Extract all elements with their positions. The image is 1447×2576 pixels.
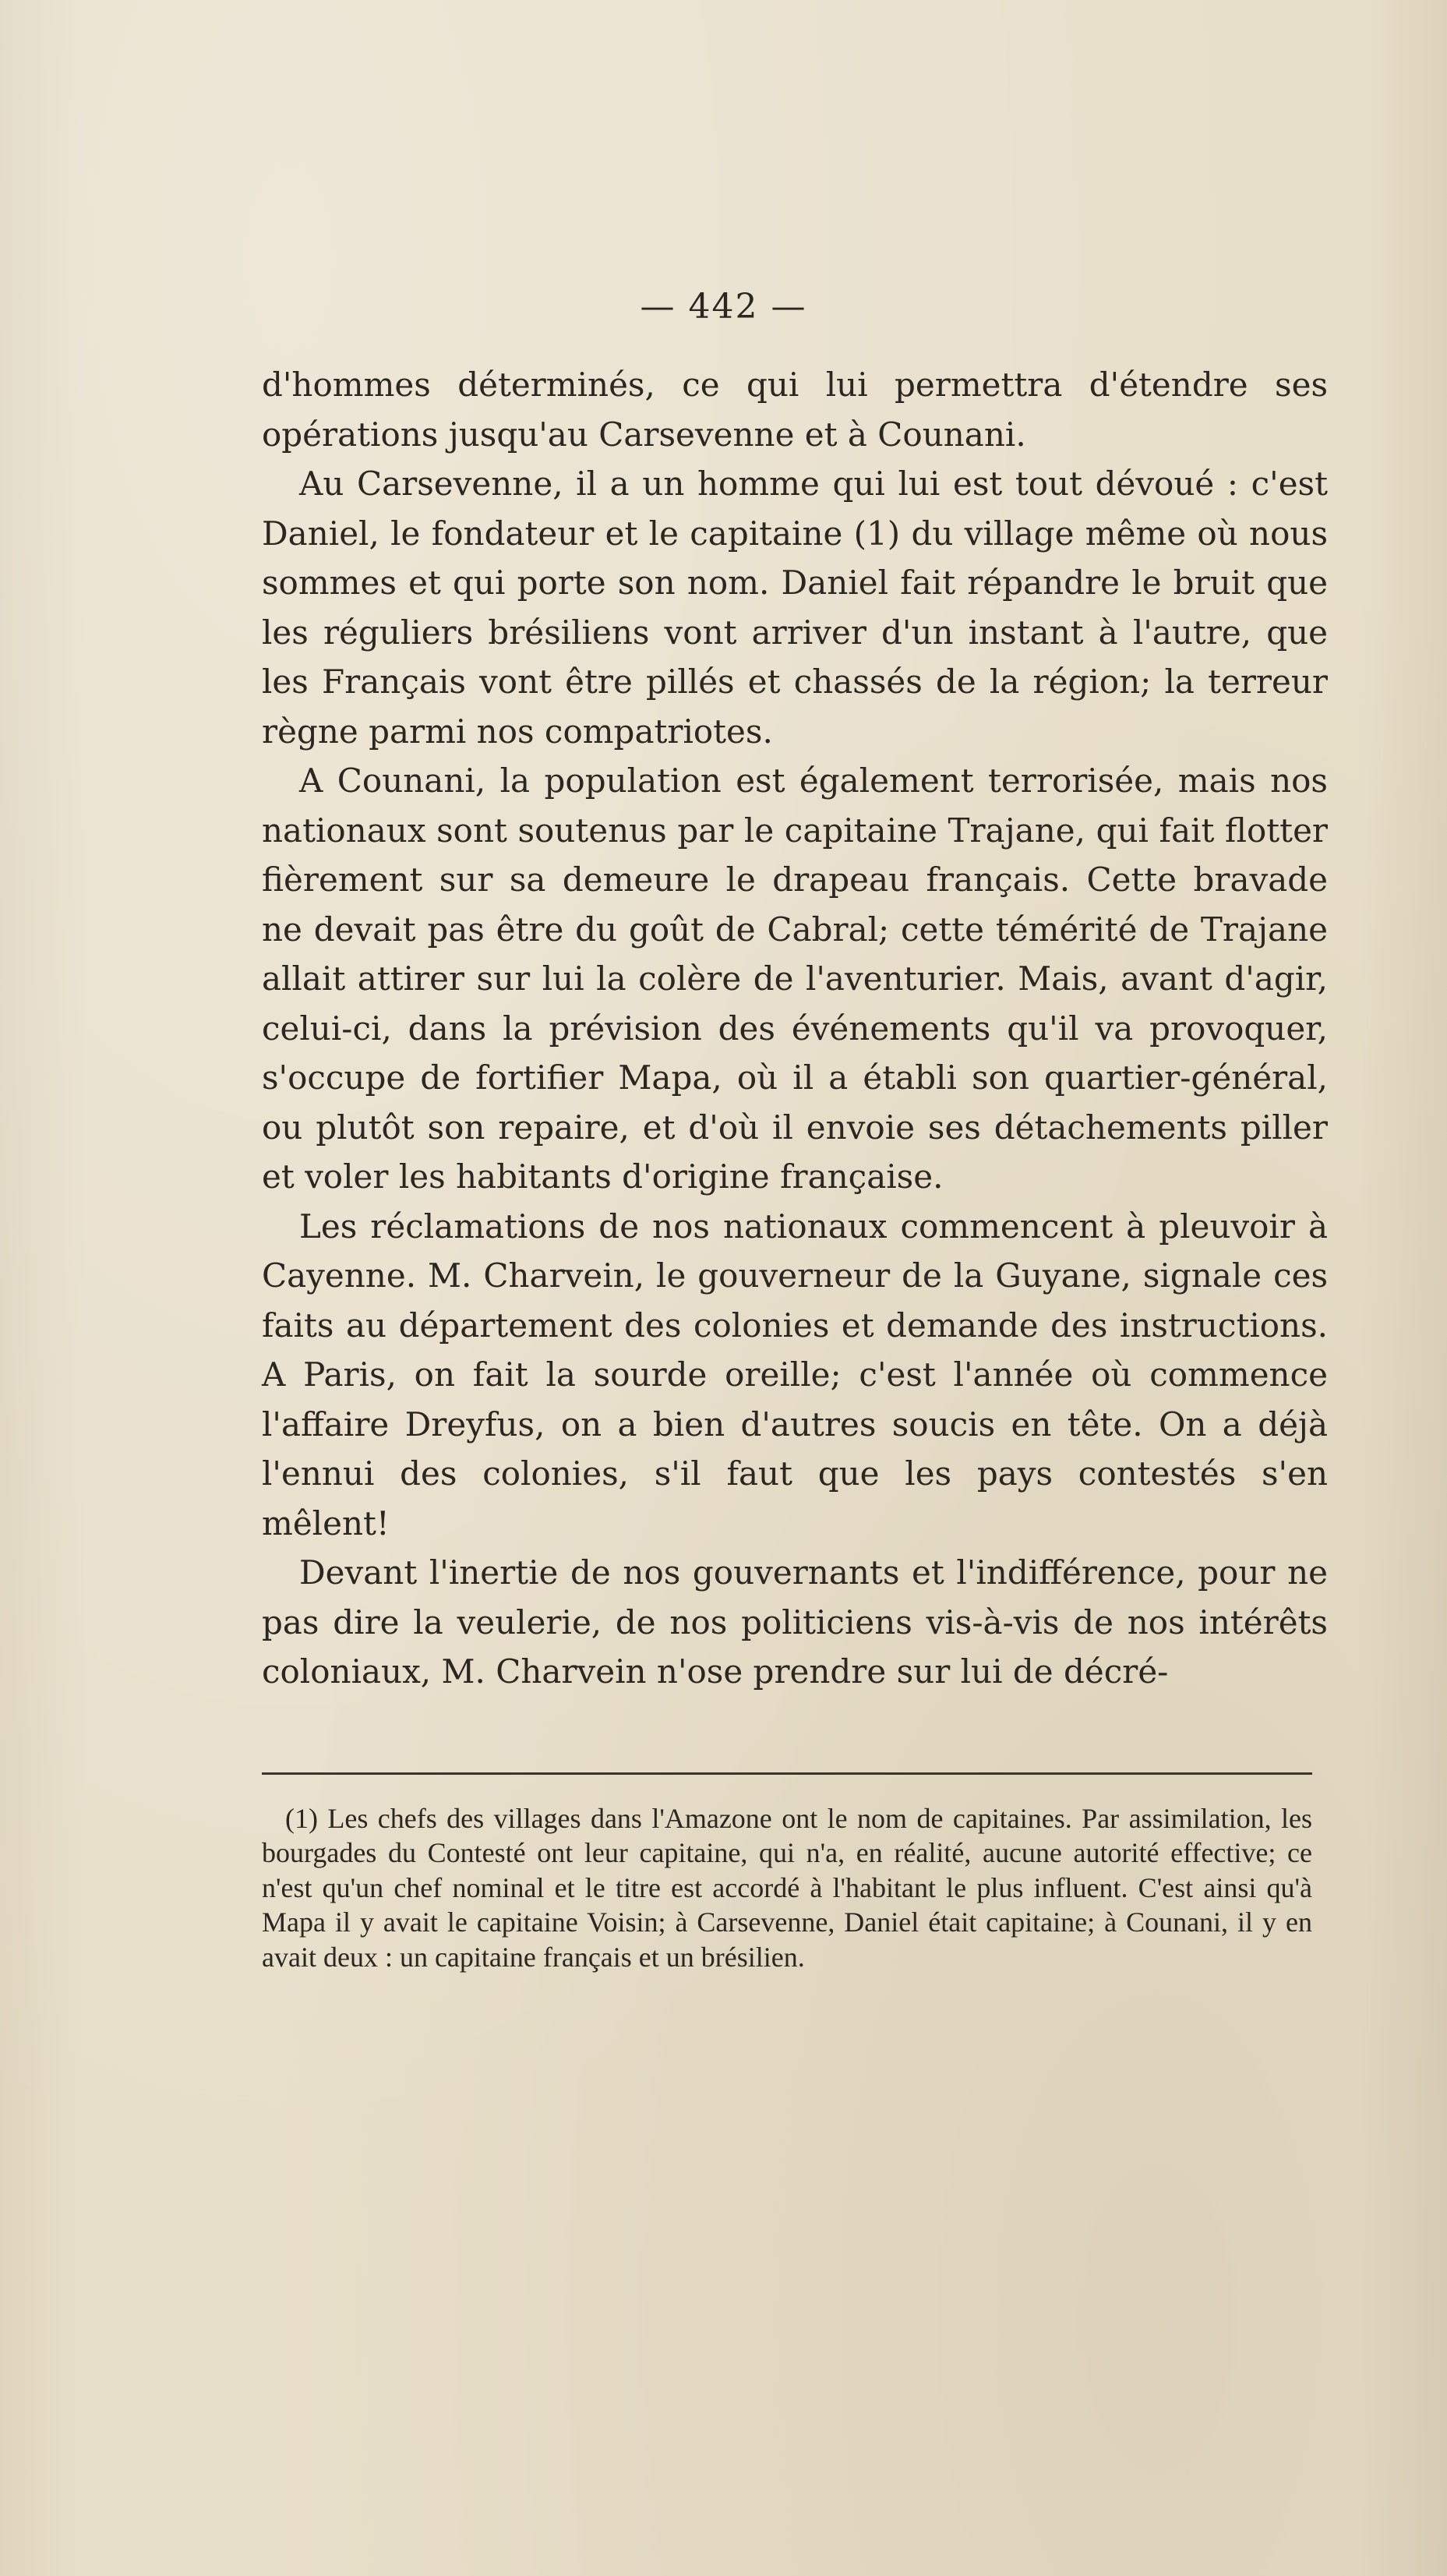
footnote-divider xyxy=(262,1772,1312,1775)
paragraph: A Counani, la population est également terrorisée, mais nos nationaux sont soutenus par le capitaine Trajane, qui fait flotter fièrement sur sa demeure le drapeau français. Cette bravade ne devait pas être du goût de Cabral; cette témérité de Trajane allait attirer sur lui la colère de l'aventurier. Mais, avant d'agir, celui-ci, dans la prévision des événements qu'il va provoquer, s'occupe de fortifier Mapa, où il a établi son quartier-général, ou plutôt son repaire, et d'où il envoie ses détachements piller et voler les habitants d'origine française. xyxy=(262,761,1328,1196)
footnote: (1) Les chefs des villages dans l'Amazone ont le nom de capitaines. Par assimilation, les bourgades du Contesté ont leur capitaine, qui n'a, en réalité, aucune autorité effective; ce n'est qu'un chef nominal et le titre est accordé à l'habitant le plus influent. C'est ainsi qu'à Mapa il y avait le capitaine Voisin; à Carsevenne, Daniel était capitaine; à Counani, il y en avait deux : un capitaine français et un brésilien. xyxy=(262,1803,1312,1973)
body-text xyxy=(262,360,1328,1697)
paragraph: d'hommes déterminés, ce qui lui permettra d'étendre ses opérations jusqu'au Carsevenne et à Counani. xyxy=(262,366,1328,454)
paragraph: Devant l'inertie de nos gouvernants et l'indifférence, pour ne pas dire la veulerie, de nos politiciens vis-à-vis de nos intérêts coloniaux, M. Charvein n'ose prendre sur lui de décré- xyxy=(262,1553,1328,1691)
paragraph: Au Carsevenne, il a un homme qui lui est tout dévoué : c'est Daniel, le fondateur et le capitaine (1) du village même où nous sommes et qui porte son nom. Daniel fait répandre le bruit que les réguliers brésiliens vont arriver d'un instant à l'autre, que les Français vont être pillés et chassés de la région; la terreur règne parmi nos compatriotes. xyxy=(262,465,1328,751)
page-number: — 442 — xyxy=(640,287,807,327)
paragraph: Les réclamations de nos nationaux commencent à pleuvoir à Cayenne. M. Charvein, le gouverneur de la Guyane, signale ces faits au département des colonies et demande des instructions. A Paris, on fait la sourde oreille; c'est l'année où commence l'affaire Dreyfus, on a bien d'autres soucis en tête. On a déjà l'ennui des colonies, s'il faut que les pays contestés s'en mêlent! xyxy=(262,1207,1328,1542)
